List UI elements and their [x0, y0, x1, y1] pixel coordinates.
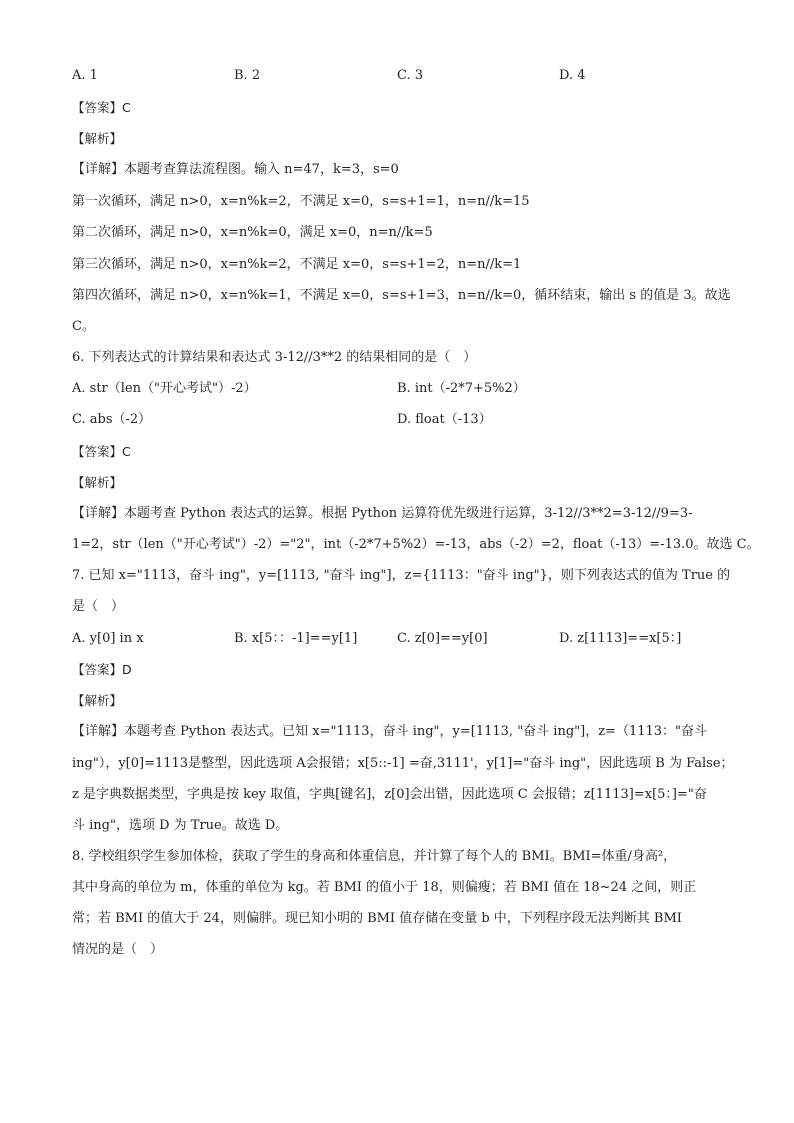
detail-line: 第二次循环，满足 n>0，x=n%k=0，满足 x=0，n=n//k=5: [72, 225, 433, 240]
option-c: C. z[0]==y[0]: [397, 631, 488, 646]
answer-label: 【答案】C: [72, 444, 131, 459]
detail-line: ing"），y[0]=1113是整型，因此选项 A会报错；x[5::-1] =奋,3111'，y[1]="奋斗 ing"，因此选项 B 为 False；: [72, 756, 734, 771]
option-d: D. float（-13）: [397, 412, 492, 427]
option-c: C. abs（-2）: [72, 412, 152, 427]
option-b: B. x[5：：-1]==y[1]: [234, 631, 358, 646]
detail-line: 【详解】本题考查 Python 表达式。已知 x="1113，奋斗 ing"，y=[1113, "奋斗 ing"]，z=（1113："奋斗: [72, 724, 708, 739]
detail-line: 第四次循环，满足 n>0，x=n%k=1，不满足 x=0，s=s+1=3，n=n//k=0，循环结束，输出 s 的值是 3。故选: [72, 288, 731, 303]
question-stem: 常；若 BMI 的值大于 24，则偏胖。现已知小明的 BMI 值存储在变量 b 中，下列程序段无法判断其 BMI: [72, 911, 682, 926]
question-stem: 7. 已知 x="1113，奋斗 ing"，y=[1113, "奋斗 ing"]，z={1113："奋斗 ing"}，则下列表达式的值为 True 的: [72, 568, 731, 583]
detail-line: C。: [72, 319, 95, 334]
detail-line: 第一次循环，满足 n>0，x=n%k=2，不满足 x=0，s=s+1=1，n=n//k=15: [72, 194, 530, 209]
detail-line: 斗 ing"，选项 D 为 True。故选 D。: [72, 818, 289, 833]
option-d: D. z[1113]==x[5：]: [559, 631, 682, 646]
detail-line: 第三次循环，满足 n>0，x=n%k=2，不满足 x=0，s=s+1=2，n=n//k=1: [72, 257, 522, 272]
option-b: B. int（-2*7+5%2）: [397, 381, 526, 396]
detail-line: z 是字典数据类型，字典是按 key 取值，字典[键名]，z[0]会出错，因此选项 C 会报错；z[1113]=x[5：]="奋: [72, 787, 707, 802]
option-a: A. y[0] in x: [72, 631, 144, 646]
question-stem: 8. 学校组织学生参加体检，获取了学生的身高和体重信息，并计算了每个人的 BMI。BMI=体重/身高²，: [72, 849, 677, 864]
question-stem: 6. 下列表达式的计算结果和表达式 3-12//3**2 的结果相同的是（ ）: [72, 350, 477, 365]
detail-line: 【详解】本题考查算法流程图。输入 n=47，k=3，s=0: [72, 162, 399, 177]
option-d: D. 4: [559, 68, 586, 83]
question-stem: 是（ ）: [72, 599, 125, 614]
question-stem: 其中身高的单位为 m，体重的单位为 kg。若 BMI 的值小于 18，则偏瘦；若 BMI 值在 18~24 之间，则正: [72, 880, 697, 895]
detail-line: 【详解】本题考查 Python 表达式的运算。根据 Python 运算符优先级进行运算，3-12//3**2=3-12//9=3-: [72, 506, 693, 521]
option-a: A. 1: [72, 68, 98, 83]
answer-label: 【答案】C: [72, 100, 131, 115]
analysis-label: 【解析】: [72, 693, 123, 708]
analysis-label: 【解析】: [72, 131, 123, 146]
option-b: B. 2: [234, 68, 261, 83]
option-c: C. 3: [397, 68, 424, 83]
detail-line: 1=2，str（len（"开心考试"）-2）="2"，int（-2*7+5%2）=-13，abs（-2）=2，float（-13）=-13.0。故选 C。: [72, 537, 760, 552]
option-a: A. str（len（"开心考试"）-2）: [72, 381, 257, 396]
analysis-label: 【解析】: [72, 475, 123, 490]
answer-label: 【答案】D: [72, 662, 132, 677]
question-stem: 情况的是（ ）: [72, 942, 164, 957]
